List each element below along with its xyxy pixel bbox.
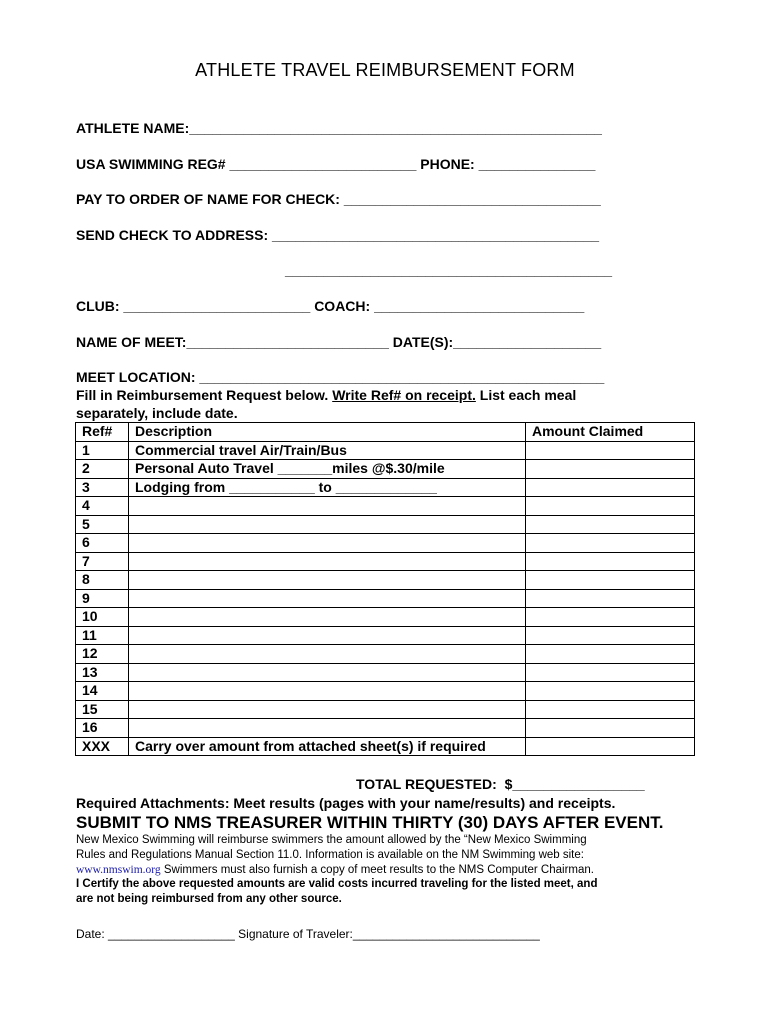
- row-description[interactable]: [129, 663, 526, 682]
- row-amount[interactable]: [526, 534, 695, 553]
- row-description[interactable]: [129, 645, 526, 664]
- website-link[interactable]: www.nmswim.org: [76, 864, 161, 876]
- row-description[interactable]: [129, 700, 526, 719]
- row-description[interactable]: [129, 497, 526, 516]
- table-row: [76, 478, 695, 497]
- row-amount[interactable]: [526, 737, 695, 756]
- row-description[interactable]: [129, 626, 526, 645]
- row-amount[interactable]: [526, 497, 695, 516]
- table-row: [76, 460, 695, 479]
- table-row: [76, 497, 695, 516]
- table-row: [76, 645, 695, 664]
- row-ref: 8: [76, 571, 129, 590]
- row-ref: 11: [76, 626, 129, 645]
- table-row: [76, 534, 695, 553]
- row-ref: 1: [76, 441, 129, 460]
- instructions-text: Fill in Reimbursement Request below.: [76, 387, 333, 403]
- table-row: [76, 700, 695, 719]
- instructions-text-end: List each meal: [475, 387, 577, 403]
- row-amount[interactable]: [526, 441, 695, 460]
- row-ref: 13: [76, 663, 129, 682]
- row-amount[interactable]: [526, 626, 695, 645]
- certify-line2: are not being reimbursed from any other source.: [76, 893, 342, 905]
- row-amount[interactable]: [526, 700, 695, 719]
- row-amount[interactable]: [526, 515, 695, 534]
- row-ref: 15: [76, 700, 129, 719]
- signature-date-field[interactable]: Date: ___________________ Signature of Traveler:____________________________: [76, 927, 540, 941]
- instructions-underline: Write Ref# on receipt.: [332, 387, 476, 403]
- total-requested-field[interactable]: TOTAL REQUESTED: $_________________: [356, 776, 645, 792]
- reimbursement-table: [75, 422, 695, 756]
- row-description[interactable]: [129, 608, 526, 627]
- row-description[interactable]: [129, 515, 526, 534]
- instructions-line2: separately, include date.: [76, 405, 238, 421]
- row-amount[interactable]: [526, 645, 695, 664]
- table-row: [76, 515, 695, 534]
- table-row: [76, 441, 695, 460]
- row-amount[interactable]: [526, 571, 695, 590]
- row-amount[interactable]: [526, 719, 695, 738]
- row-amount[interactable]: [526, 663, 695, 682]
- row-ref: 16: [76, 719, 129, 738]
- header-amount: Amount Claimed: [526, 423, 695, 442]
- row-ref: 12: [76, 645, 129, 664]
- row-description[interactable]: [129, 589, 526, 608]
- row-description[interactable]: [129, 719, 526, 738]
- table-row: [76, 719, 695, 738]
- row-description[interactable]: [129, 682, 526, 701]
- row-ref: 10: [76, 608, 129, 627]
- send-address-field[interactable]: SEND CHECK TO ADDRESS: __________________________________________: [76, 227, 600, 243]
- row-description[interactable]: [129, 552, 526, 571]
- table-header-row: [76, 423, 695, 442]
- page-title: ATHLETE TRAVEL REIMBURSEMENT FORM: [195, 60, 575, 80]
- row-description[interactable]: [129, 534, 526, 553]
- row-ref: 7: [76, 552, 129, 571]
- table-row: [76, 608, 695, 627]
- club-coach-field[interactable]: CLUB: ________________________ COACH: ___________________________: [76, 298, 585, 314]
- reg-phone-field[interactable]: USA SWIMMING REG# ________________________ PHONE: _______________: [76, 156, 596, 172]
- table-row: [76, 626, 695, 645]
- row-ref: 5: [76, 515, 129, 534]
- row-description[interactable]: Personal Auto Travel _______miles @$.30/mile: [129, 460, 526, 479]
- submit-deadline: SUBMIT TO NMS TREASURER WITHIN THIRTY (30) DAYS AFTER EVENT.: [76, 813, 664, 832]
- row-ref: XXX: [76, 737, 129, 756]
- meet-date-field[interactable]: NAME OF MEET:__________________________ DATE(S):___________________: [76, 334, 602, 350]
- athlete-name-field[interactable]: ATHLETE NAME:_____________________________________________________: [76, 120, 602, 136]
- note-line2: Rules and Regulations Manual Section 11.0. Information is available on the NM Swimming web site:: [76, 849, 584, 861]
- meet-location-field[interactable]: MEET LOCATION: ____________________________________________________: [76, 369, 605, 385]
- address-line2-field[interactable]: __________________________________________: [285, 262, 613, 278]
- table-row: [76, 552, 695, 571]
- row-amount[interactable]: [526, 608, 695, 627]
- row-amount[interactable]: [526, 589, 695, 608]
- instructions-line1: [76, 387, 576, 403]
- row-description[interactable]: Commercial travel Air/Train/Bus: [129, 441, 526, 460]
- note-line3: [76, 864, 594, 876]
- row-description[interactable]: Lodging from ___________ to _____________: [129, 478, 526, 497]
- table-row: [76, 737, 695, 756]
- header-ref: Ref#: [76, 423, 129, 442]
- row-description[interactable]: Carry over amount from attached sheet(s) if required: [129, 737, 526, 756]
- table-row: [76, 663, 695, 682]
- table-row: [76, 571, 695, 590]
- pay-to-field[interactable]: PAY TO ORDER OF NAME FOR CHECK: _________________________________: [76, 191, 601, 207]
- row-amount[interactable]: [526, 552, 695, 571]
- certify-line1: I Certify the above requested amounts are valid costs incurred traveling for the listed meet, and: [76, 878, 598, 890]
- header-description: Description: [129, 423, 526, 442]
- row-ref: 4: [76, 497, 129, 516]
- table-row: [76, 589, 695, 608]
- required-attachments: Required Attachments: Meet results (pages with your name/results) and receipts.: [76, 795, 616, 811]
- note-line1: New Mexico Swimming will reimburse swimmers the amount allowed by the “New Mexico Swimming: [76, 834, 587, 846]
- row-amount[interactable]: [526, 682, 695, 701]
- row-amount[interactable]: [526, 478, 695, 497]
- table-row: [76, 682, 695, 701]
- row-ref: 9: [76, 589, 129, 608]
- row-description[interactable]: [129, 571, 526, 590]
- row-ref: 3: [76, 478, 129, 497]
- row-amount[interactable]: [526, 460, 695, 479]
- row-ref: 14: [76, 682, 129, 701]
- row-ref: 2: [76, 460, 129, 479]
- row-ref: 6: [76, 534, 129, 553]
- note-line3-text: Swimmers must also furnish a copy of meet results to the NMS Computer Chairman.: [160, 864, 594, 876]
